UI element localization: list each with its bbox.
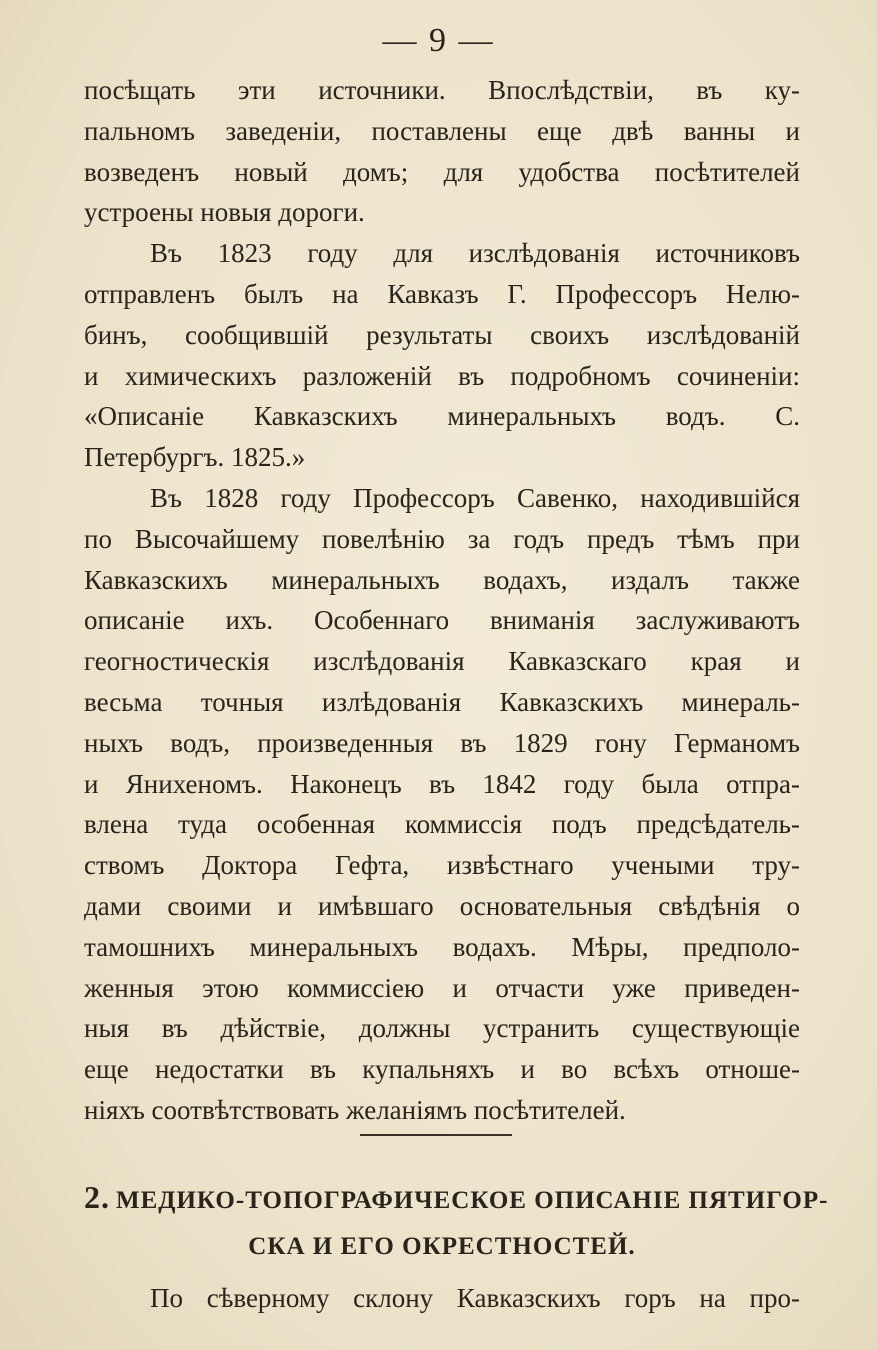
page-number: — 9 — — [382, 22, 495, 59]
text-line: описаніе ихъ. Особеннаго вниманія заслуживаютъ — [84, 605, 800, 636]
text-line: Въ 1823 году для изслѣдованія источниковъ — [150, 238, 800, 269]
text-line: весьма точныя излѣдованія Кавказскихъ минераль- — [84, 686, 800, 717]
text-line: геогностическія изслѣдованія Кавказскаго края и — [84, 646, 800, 677]
section-heading-line — [84, 1172, 829, 1222]
text-line: возведенъ новый домъ; для удобства посѣтителей — [84, 156, 800, 187]
text-line: ствомъ Доктора Гефта, извѣстнаго учеными тру- — [84, 850, 800, 881]
text-line: Въ 1828 году Профессоръ Савенко, находившійся — [150, 482, 800, 513]
text-line: ныя въ дѣйствіе, должны устранить существующіе — [84, 1013, 800, 1044]
body-text — [84, 70, 800, 1131]
section-title-line2: СКА И ЕГО ОКРЕСТНОСТЕЙ. — [248, 1233, 636, 1260]
text-line: и химическихъ разложеній въ подробномъ сочиненіи: — [84, 360, 800, 391]
text-line: еще недостатки въ купальняхъ и во всѣхъ отноше- — [84, 1054, 800, 1085]
text-line: устроены новыя дороги. — [84, 197, 365, 228]
text-line: по Высочайшему повелѣнію за годъ предъ тѣмъ при — [84, 523, 800, 554]
text-line: тамошнихъ минеральныхъ водахъ. Мѣры, предполо- — [84, 931, 800, 962]
text-line: дами своими и имѣвшаго основательныя свѣдѣнія о — [84, 890, 800, 921]
text-line: ніяхъ соотвѣтствовать желаніямъ посѣтителей. — [84, 1094, 626, 1125]
paragraph-start — [84, 1278, 800, 1319]
text-line: и Янихеномъ. Наконецъ въ 1842 году была отпра- — [84, 768, 800, 799]
text-line: влена туда особенная коммиссія подъ предсѣдатель- — [84, 809, 800, 840]
text-line: ныхъ водъ, произведенныя въ 1829 гону Германомъ — [84, 727, 800, 758]
section-title-line1: МЕДИКО-ТОПОГРАФИЧЕСКОЕ ОПИСАНІЕ ПЯТИГОР- — [116, 1187, 829, 1214]
text-line: Кавказскихъ минеральныхъ водахъ, издалъ также — [84, 564, 800, 595]
section-number: 2. — [84, 1179, 110, 1215]
text-line: пальномъ заведеніи, поставлены еще двѣ ванны и — [84, 115, 800, 146]
text-line: По сѣверному склону Кавказскихъ горъ на про- — [150, 1283, 800, 1313]
text-line: посѣщать эти источники. Впослѣдствіи, въ ку- — [84, 75, 800, 105]
text-line: бинъ, сообщившій результаты своихъ изслѣдованій — [84, 319, 800, 350]
text-line: отправленъ былъ на Кавказъ Г. Профессоръ Нелю- — [84, 278, 800, 309]
section-divider — [360, 1134, 512, 1136]
text-line: «Описаніе Кавказскихъ минеральныхъ водъ. С. — [84, 401, 800, 432]
text-line: женныя этою коммиссіею и отчасти уже приведен- — [84, 972, 800, 1003]
section-heading — [84, 1172, 829, 1272]
text-line: Петербургъ. 1825.» — [84, 442, 306, 473]
